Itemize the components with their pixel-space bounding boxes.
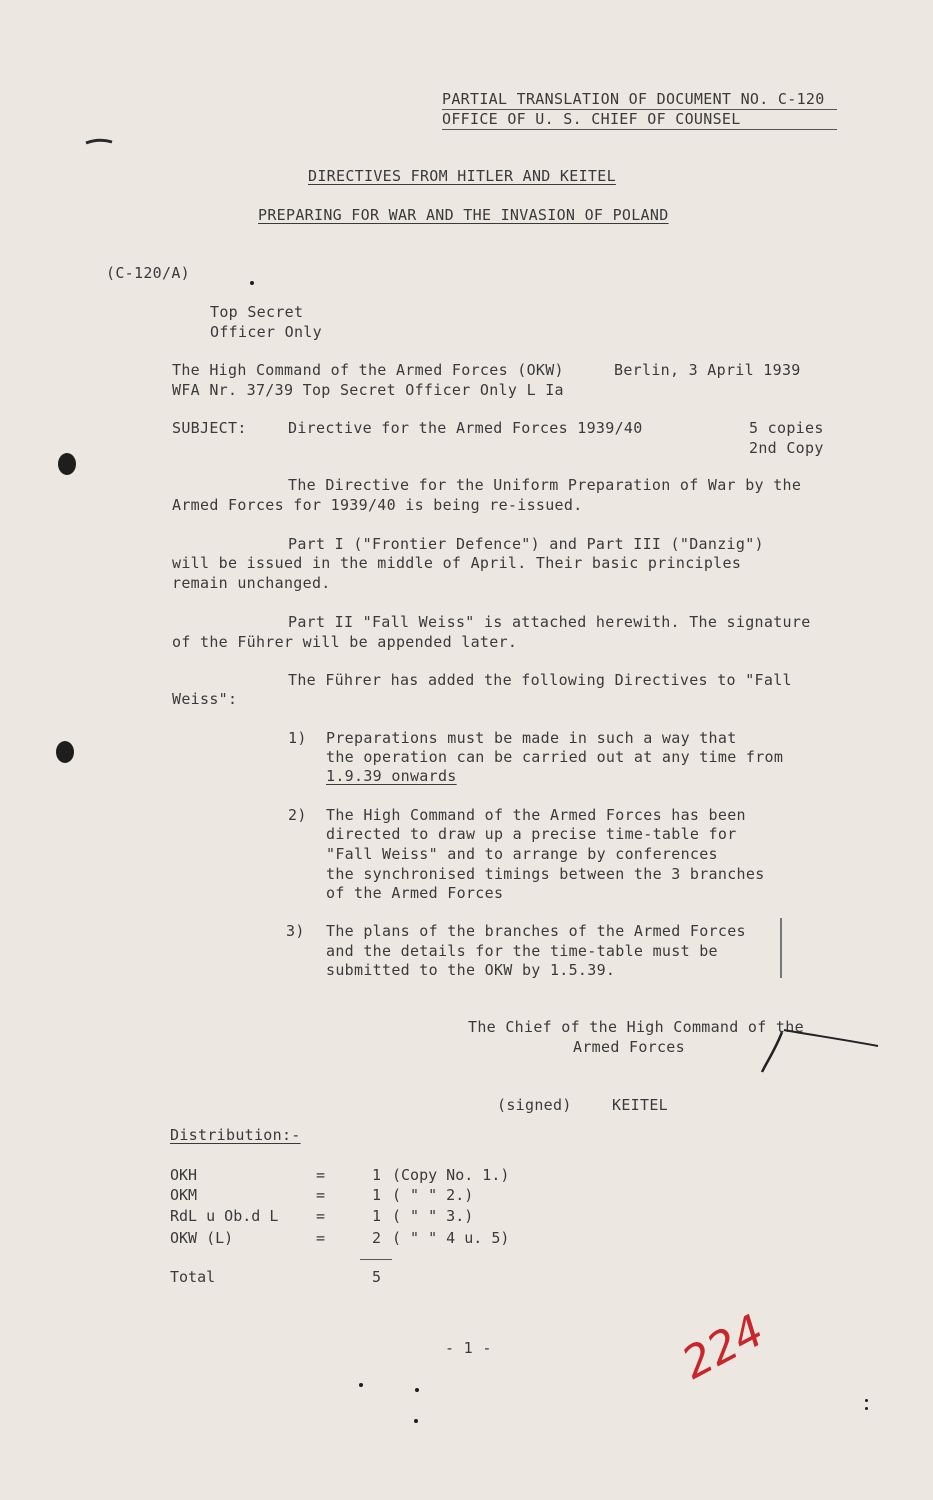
- total-label: Total: [170, 1268, 216, 1286]
- margin-mark: [780, 918, 782, 978]
- item-3-line-2: and the details for the time-table must be: [326, 942, 718, 960]
- handwritten-folio: 224: [674, 1305, 773, 1390]
- distribution-label: Distribution:-: [170, 1126, 301, 1144]
- item-2-line-2: directed to draw up a precise time-table for: [326, 825, 737, 843]
- item-2-line-5: of the Armed Forces: [326, 884, 504, 902]
- distribution-eq: =: [316, 1229, 326, 1247]
- distribution-count: 2: [372, 1229, 382, 1247]
- document-title: DIRECTIVES FROM HITLER AND KEITEL: [308, 167, 616, 185]
- paragraph-1-line-1: The Directive for the Uniform Preparation of War by the: [288, 476, 802, 494]
- punch-hole-bottom: [56, 741, 74, 763]
- header-line-1: PARTIAL TRANSLATION OF DOCUMENT NO. C-120: [442, 90, 825, 108]
- document-reference: (C-120/A): [106, 264, 190, 282]
- subject-label: SUBJECT:: [172, 419, 247, 437]
- distribution-copy: ( " " 2.): [392, 1186, 474, 1204]
- document-subtitle: PREPARING FOR WAR AND THE INVASION OF POLAND: [258, 206, 669, 224]
- header-rule-2: [442, 129, 837, 130]
- item-1-line-2: the operation can be carried out at any time from: [326, 748, 784, 766]
- total-rule: [360, 1259, 392, 1260]
- item-3-number: 3): [286, 922, 305, 940]
- signed-label: (signed): [497, 1096, 572, 1114]
- item-2-line-3: "Fall Weiss" and to arrange by conferences: [326, 845, 718, 863]
- origin-line-2: WFA Nr. 37/39 Top Secret Officer Only L Ia: [172, 381, 564, 399]
- origin-line-1: The High Command of the Armed Forces (OKW): [172, 361, 564, 379]
- total-value: 5: [372, 1268, 382, 1286]
- distribution-to: OKM: [170, 1186, 198, 1204]
- dot-mark: [414, 1419, 418, 1423]
- distribution-copy: ( " " 3.): [392, 1207, 474, 1225]
- paragraph-2-line-3: remain unchanged.: [172, 574, 331, 592]
- item-1-line-3: 1.9.39 onwards: [326, 767, 457, 785]
- distribution-to: RdL u Ob.d L: [170, 1207, 279, 1225]
- signer-name: KEITEL: [612, 1096, 668, 1114]
- distribution-eq: =: [316, 1186, 326, 1204]
- item-3-line-3: submitted to the OKW by 1.5.39.: [326, 961, 616, 979]
- pen-stroke-icon: [756, 1020, 881, 1075]
- distribution-copy: (Copy No. 1.): [392, 1166, 510, 1184]
- paragraph-3-line-1: Part II "Fall Weiss" is attached herewith. The signature: [288, 613, 811, 631]
- paragraph-2-line-2: will be issued in the middle of April. Their basic principles: [172, 554, 742, 572]
- item-2-line-1: The High Command of the Armed Forces has been: [326, 806, 746, 824]
- item-1-line-1: Preparations must be made in such a way that: [326, 729, 737, 747]
- classification-line-2: Officer Only: [210, 323, 322, 341]
- distribution-to: OKH: [170, 1166, 198, 1184]
- paragraph-4-line-2: Weiss":: [172, 690, 238, 708]
- distribution-count: 1: [372, 1166, 382, 1184]
- signature-line-2: Armed Forces: [573, 1038, 685, 1056]
- signature-line-1: The Chief of the High Command of the: [468, 1018, 804, 1036]
- paragraph-4-line-1: The Führer has added the following Directives to "Fall: [288, 671, 792, 689]
- distribution-count: 1: [372, 1186, 382, 1204]
- ink-mark-icon: [84, 134, 116, 150]
- page-number: - 1 -: [445, 1339, 492, 1357]
- classification-line-1: Top Secret: [210, 303, 304, 321]
- item-2-number: 2): [288, 806, 307, 824]
- dot-mark: [250, 281, 254, 285]
- punch-hole-top: [58, 453, 76, 475]
- place-date: Berlin, 3 April 1939: [614, 361, 801, 379]
- paragraph-1-line-2: Armed Forces for 1939/40 is being re-issued.: [172, 496, 583, 514]
- item-1-number: 1): [288, 729, 307, 747]
- distribution-eq: =: [316, 1166, 326, 1184]
- item-3-line-1: The plans of the branches of the Armed Forces: [326, 922, 746, 940]
- distribution-copy: ( " " 4 u. 5): [392, 1229, 510, 1247]
- item-2-line-4: the synchronised timings between the 3 branches: [326, 865, 765, 883]
- paragraph-2-line-1: Part I ("Frontier Defence") and Part III ("Danzig"): [288, 535, 764, 553]
- distribution-count: 1: [372, 1207, 382, 1225]
- distribution-to: OKW (L): [170, 1229, 234, 1247]
- dot-mark: [865, 1407, 868, 1410]
- paragraph-3-line-2: of the Führer will be appended later.: [172, 633, 518, 651]
- copies-count: 5 copies: [749, 419, 824, 437]
- copy-number: 2nd Copy: [749, 439, 824, 457]
- header-line-2: OFFICE OF U. S. CHIEF OF COUNSEL: [442, 110, 741, 128]
- dot-mark: [415, 1388, 419, 1392]
- dot-mark: [865, 1399, 868, 1402]
- dot-mark: [359, 1383, 363, 1387]
- distribution-eq: =: [316, 1207, 326, 1225]
- subject-text: Directive for the Armed Forces 1939/40: [288, 419, 643, 437]
